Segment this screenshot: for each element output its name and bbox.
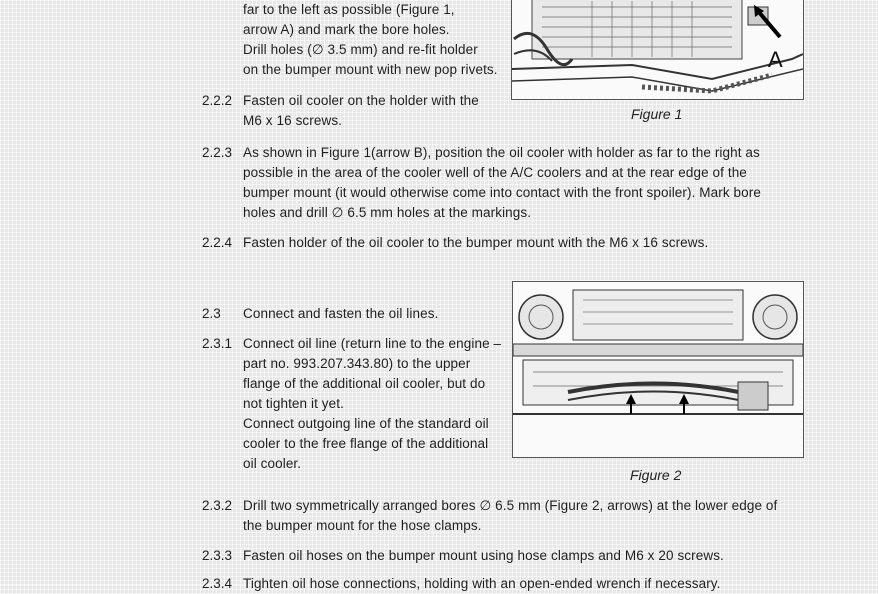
step-number: 2.2.4 <box>202 235 233 250</box>
figure-1-illustration <box>511 0 804 100</box>
figure-2-caption: Figure 2 <box>630 467 682 483</box>
step-2-3-4-text: Tighten oil hose connections, holding with an open-ended wrench if necessary. <box>243 576 721 591</box>
step-2-3-2-text: Drill two symmetrically arranged bores ∅ 6.5 mm (Figure 2, arrows) at the lower edge of the bumper mount for the hose clamps. <box>243 498 778 533</box>
step-number: 2.3.1 <box>202 336 233 351</box>
step-2-2-2-text: Fasten oil cooler on the holder with the M6 x 16 screws. <box>243 93 479 128</box>
step-number: 2.2.2 <box>202 93 233 108</box>
step-2-3-text: Connect and fasten the oil lines. <box>243 306 439 321</box>
figure-1-caption: Figure 1 <box>631 106 683 122</box>
step-2-3-1-text: Connect oil line (return line to the engine – part no. 993.207.343.80) to the upper flange of the additional oil cooler, but do not tighten it yet. Connect outgoing line of the standard oil cooler to the free flange of the additional oil cooler. <box>243 336 502 471</box>
step-2-2-4-text: Fasten holder of the oil cooler to the bumper mount with the M6 x 16 screws. <box>243 235 709 250</box>
figure-1-arrow-label: A <box>768 47 783 72</box>
step-number: 2.3.3 <box>202 548 233 563</box>
step-number: 2.3 <box>202 306 221 321</box>
step-number: 2.2.3 <box>202 145 233 160</box>
step-2-3-3-text: Fasten oil hoses on the bumper mount using hose clamps and M6 x 20 screws. <box>243 548 724 563</box>
step-number: 2.3.2 <box>202 498 233 513</box>
step-2-2-1-text: far to the left as possible (Figure 1, arrow A) and mark the bore holes. Drill holes (∅ 3.5 mm) and re-fit holder on the bumper mount with new pop rivets. <box>243 2 498 77</box>
step-2-2-3-text: As shown in Figure 1(arrow B), position the oil cooler with holder as far to the right as possible in the area of the cooler well of the A/C coolers and at the rear edge of the bumper mount (it would otherwise come into contact with the front spoiler). Mark bore holes and drill ∅ 6.5 mm holes at the markings. <box>243 145 761 220</box>
figure-2-illustration <box>512 281 804 458</box>
step-number: 2.3.4 <box>202 576 233 591</box>
